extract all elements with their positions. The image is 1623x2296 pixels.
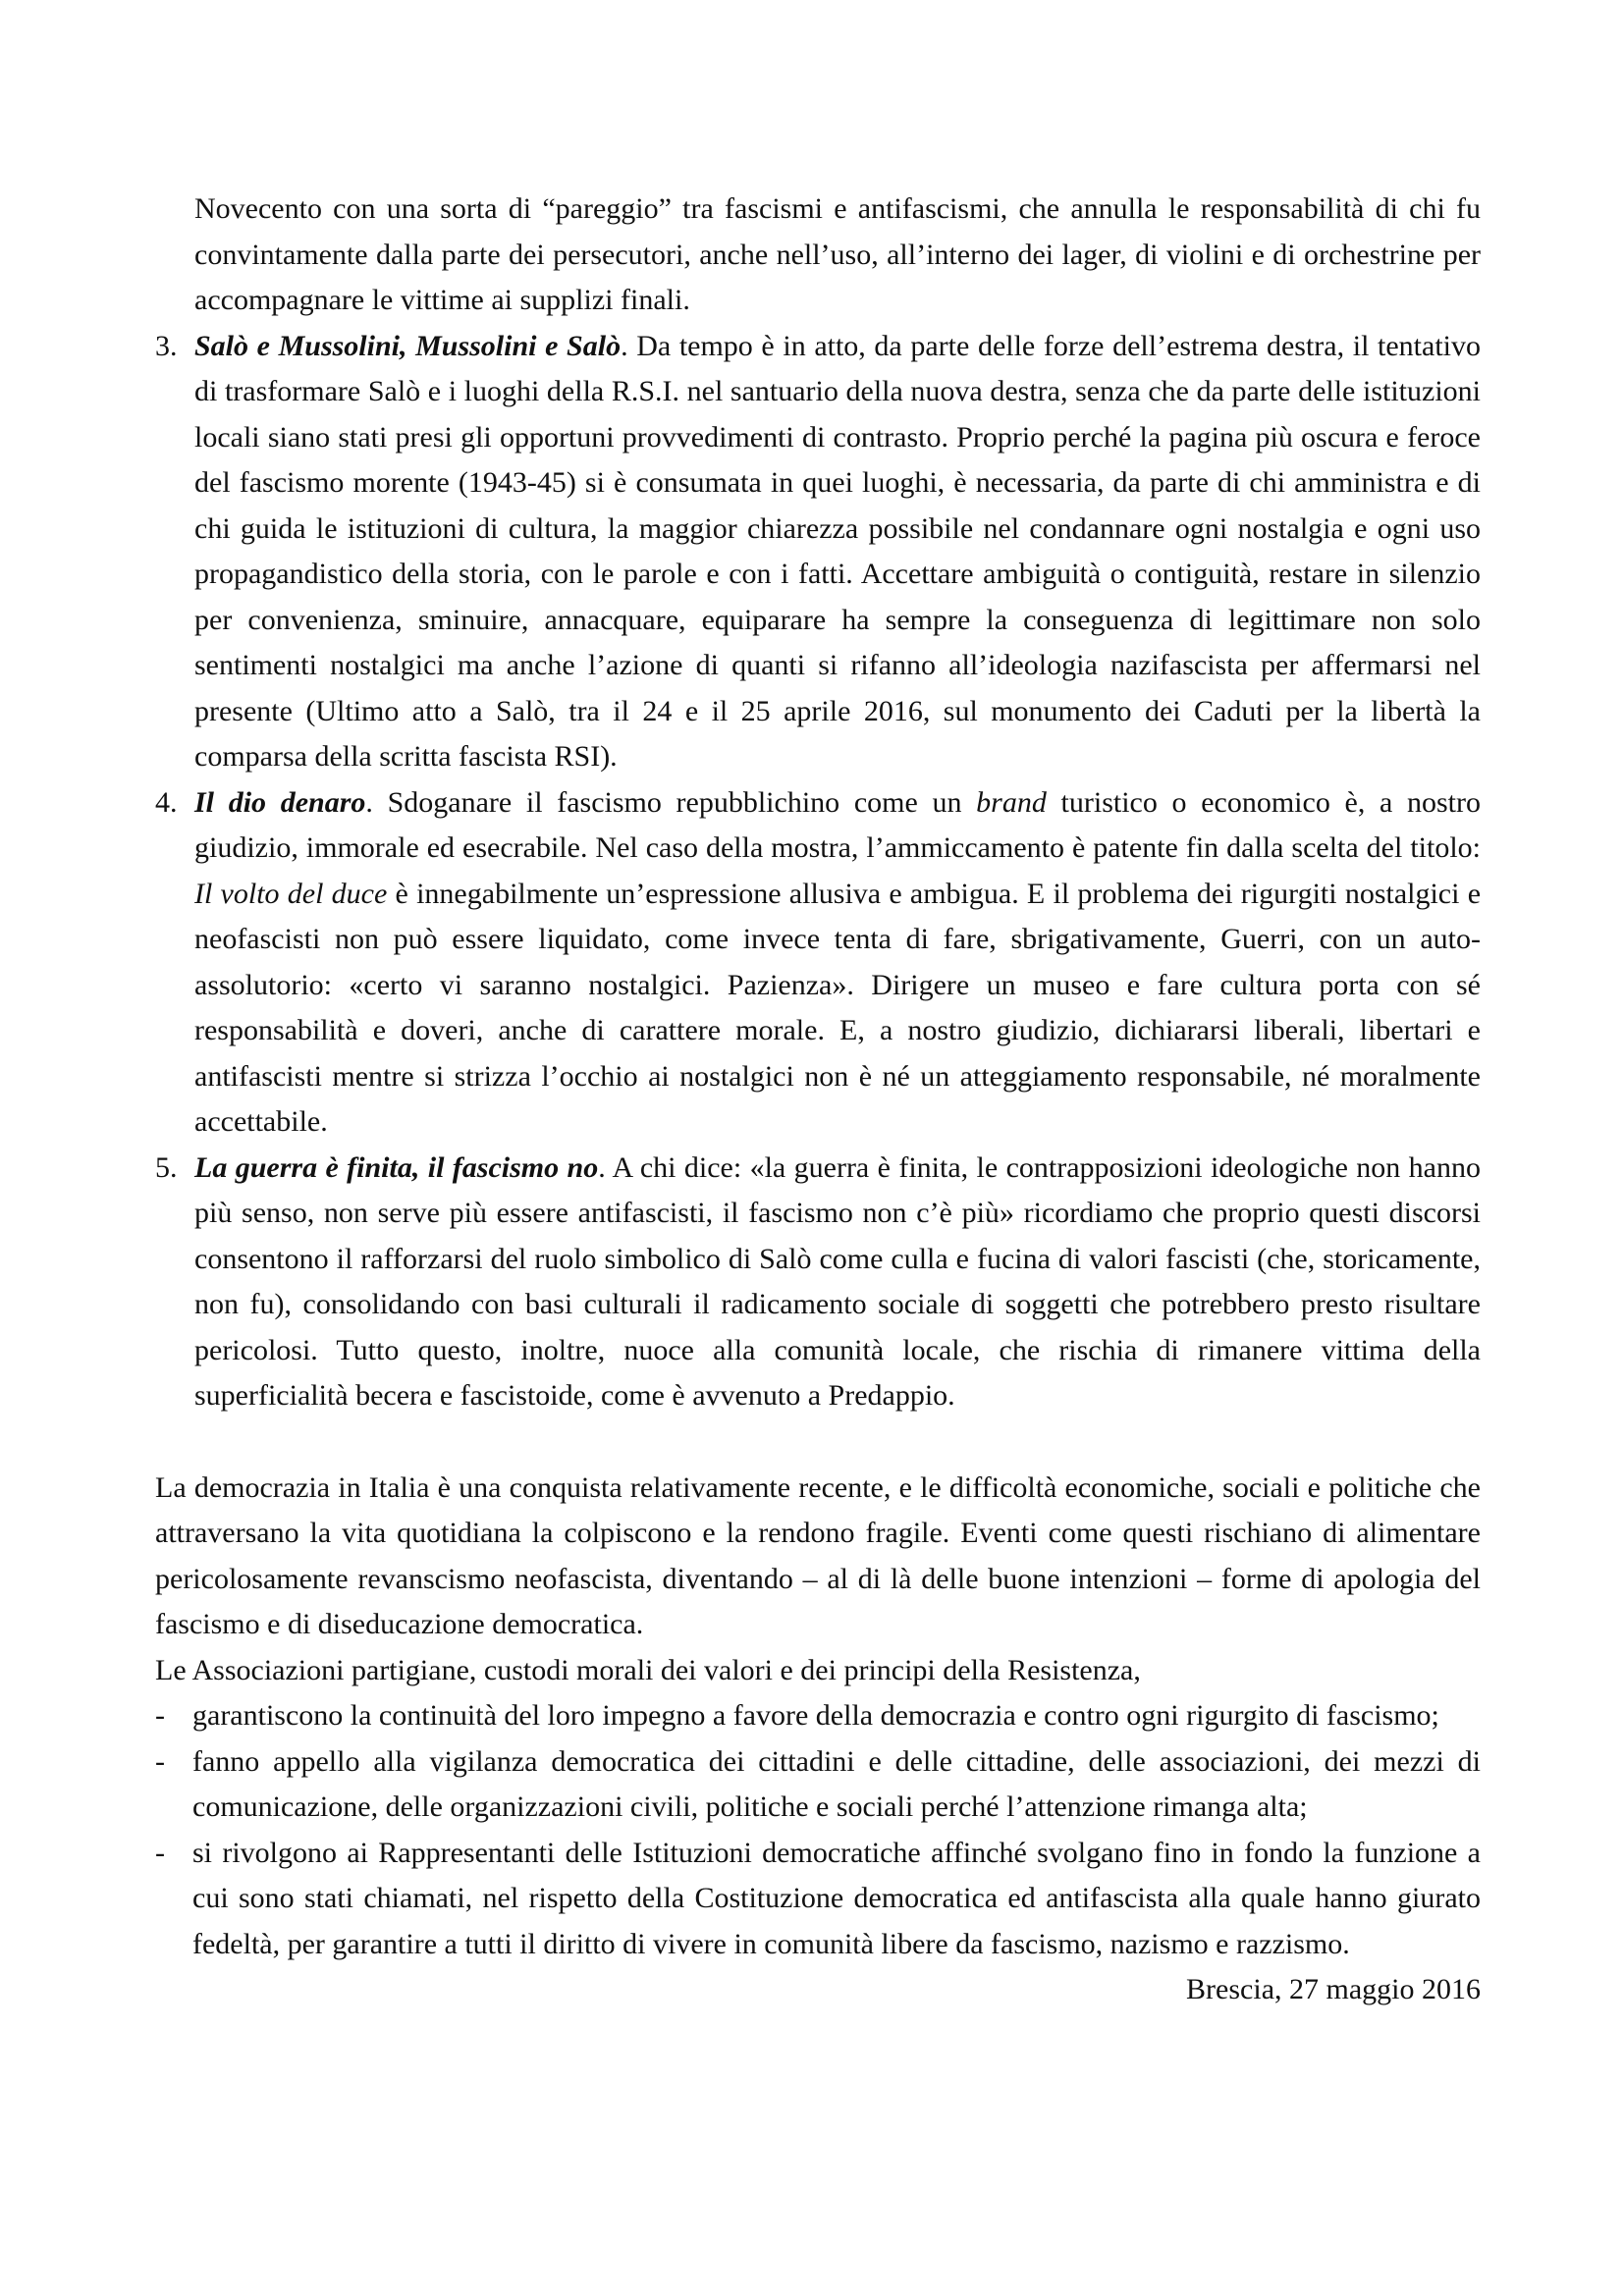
closing-paragraph: La democrazia in Italia è una conquista relativamente recente, e le difficoltà economiche, sociali e politiche che attraversano la vita quotidiana la colpiscono e la rendono fragile. Eventi come questi rischiano di alimentare pericolosamente revanscismo neofascista, diventando – al di là delle buone intenzioni – forme di apologia del fascismo e di diseducazione democratica. [155, 1470, 1481, 1640]
point-3 [155, 324, 1481, 780]
commitments-list [155, 1693, 1481, 1967]
list-item-text: fanno appello alla vigilanza democratica dei cittadini e delle cittadine, delle associazioni, dei mezzi di comunicazione, delle organizzazioni civili, politiche e sociali perché l’attenzione rimanga alta; [192, 1744, 1481, 1823]
point-number: 5. [155, 1150, 178, 1184]
italic-term: brand [976, 785, 1047, 819]
point-4 [155, 780, 1482, 1146]
point-body: . A chi dice: «la guerra è finita, le contrapposizioni ideologiche non hanno più senso, non serve più essere antifascisti, il fascismo non c’è più» ricordiamo che proprio questi discorsi consentono il rafforzarsi del ruolo simbolico di Salò come culla e fucina di valori fascisti (che, storicamente, non fu), consolidando con basi culturali il radicamento sociale di soggetti che potrebbero presto risultare pericolosi. Tutto questo, inoltre, nuoce alla comunità locale, che rischia di rimanere vittima della superficialità becera e fascistoide, come è avvenuto a Predappio. [194, 1150, 1481, 1412]
point-title: La guerra è finita, il fascismo no [194, 1150, 599, 1184]
point-body-part: . Sdoganare il fascismo repubblichino come un [365, 785, 977, 819]
document-body [155, 187, 1482, 2013]
intro-continuation: Novecento con una sorta di “pareggio” tra fascismi e antifascismi, che annulla le responsabilità di chi fu convintamente dalla parte dei persecutori, anche nell’uso, all’interno dei lager, di violini e di orchestrine per accompagnare le vittime ai supplizi finali. [194, 192, 1481, 316]
point-text [194, 780, 1481, 1146]
list-item-text: si rivolgono ai Rappresentanti delle Istituzioni democratiche affinché svolgano fino in fondo la funzione a cui sono stati chiamati, nel rispetto della Costituzione democratica ed antifascista alla quale hanno giurato fedeltà, per garantire a tutti il diritto di vivere in comunità libere da fascismo, nazismo e razzismo. [192, 1836, 1481, 1960]
closing-section [155, 1466, 1481, 2013]
point-number: 4. [155, 785, 178, 819]
associations-intro: Le Associazioni partigiane, custodi morali dei valori e dei principi della Resistenza, [155, 1653, 1141, 1686]
list-item [155, 1693, 1481, 1739]
point-body-part: è innegabilmente un’espressione allusiva e ambigua. E il problema dei rigurgiti nostalgici e neofascisti non può essere liquidato, come invece tenta di fare, sbrigativamente, Guerri, con un auto-assolutorio: «certo vi saranno nostalgici. Pazienza». Dirigere un museo e fare cultura porta con sé responsabilità e doveri, anche di carattere morale. E, a nostro giudizio, dichiararsi liberali, libertari e antifascisti mentre si strizza l’occhio ai nostalgici non è né un atteggiamento responsabile, né moralmente accettabile. [194, 877, 1482, 1138]
point-5 [155, 1146, 1481, 1419]
point-text [194, 324, 1481, 780]
list-dash: - [155, 1836, 165, 1869]
point-number: 3. [155, 329, 178, 362]
exhibition-title: Il volto del duce [194, 877, 388, 910]
list-item [155, 1739, 1481, 1831]
list-dash: - [155, 1744, 165, 1778]
list-item-text: garantiscono la continuità del loro impegno a favore della democrazia e contro ogni rigurgito di fascismo; [192, 1699, 1439, 1732]
point-body: . Da tempo è in atto, da parte delle forze dell’estrema destra, il tentativo di trasformare Salò e i luoghi della R.S.I. nel santuario della nuova destra, senza che da parte delle istituzioni locali siano stati presi gli opportuni provvedimenti di contrasto. Proprio perché la pagina più oscura e feroce del fascismo morente (1943-45) si è consumata in quei luoghi, è necessaria, da parte di chi amministra e di chi guida le istituzioni di cultura, la maggior chiarezza possibile nel condannare ogni nostalgia e ogni uso propagandistico della storia, con le parole e con i fatti. Accettare ambiguità o contiguità, restare in silenzio per convenienza, sminuire, annacquare, equiparare ha sempre la conseguenza di legittimare non solo sentimenti nostalgici ma anche l’azione di quanti si rifanno all’ideologia nazifascista per affermarsi nel presente (Ultimo atto a Salò, tra il 24 e il 25 aprile 2016, sul monumento dei Caduti per la libertà la comparsa della scritta fascista RSI). [194, 329, 1481, 773]
list-item [155, 1831, 1481, 1968]
point-text [194, 1146, 1481, 1419]
list-dash: - [155, 1699, 165, 1732]
date-line: Brescia, 27 maggio 2016 [1186, 1973, 1481, 2005]
point-body-part: turistico o economico è, a nostro giudizio, immorale ed esecrabile. Nel caso della mostra, l’ammiccamento è patente fin dalla scelta del titolo: [194, 785, 1481, 864]
point-title: Salò e Mussolini, Mussolini e Salò [194, 329, 622, 362]
paragraph-gap [194, 1419, 1481, 1466]
point-title: Il dio denaro [194, 785, 366, 819]
